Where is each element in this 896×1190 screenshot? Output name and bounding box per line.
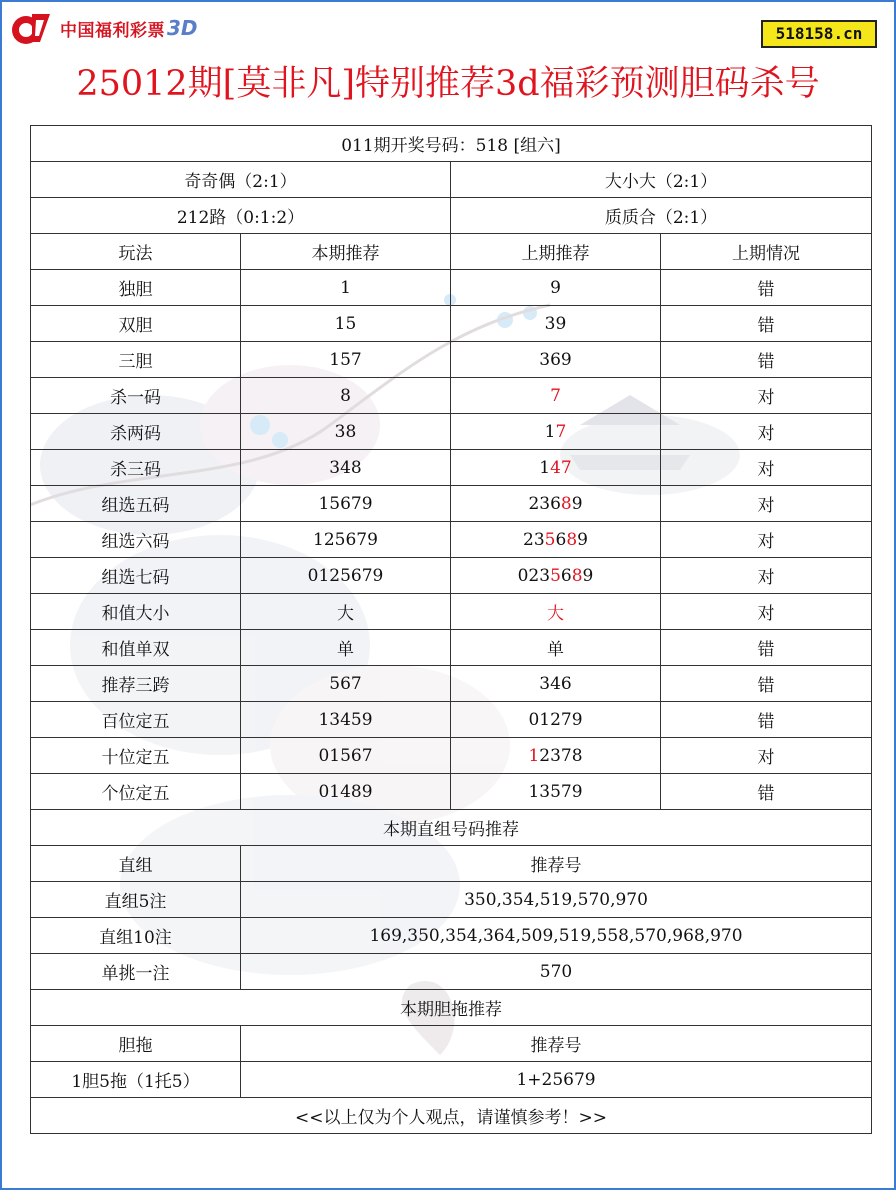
prev-digits: 2378 bbox=[539, 745, 583, 766]
previous-recommendation bbox=[451, 342, 661, 378]
direct-label: 单挑一注 bbox=[31, 954, 241, 990]
prediction-row bbox=[31, 630, 872, 666]
column-header: 上期推荐 bbox=[451, 234, 661, 270]
prediction-row bbox=[31, 522, 872, 558]
current-recommendation: 348 bbox=[241, 450, 451, 486]
previous-recommendation bbox=[451, 702, 661, 738]
prediction-row bbox=[31, 774, 872, 810]
previous-recommendation bbox=[451, 558, 661, 594]
hit-digits: 1 bbox=[528, 745, 540, 766]
prediction-row bbox=[31, 702, 872, 738]
current-recommendation: 157 bbox=[241, 342, 451, 378]
prev-digits: 6 bbox=[560, 565, 572, 586]
column-header: 本期推荐 bbox=[241, 234, 451, 270]
hit-digits: 7 bbox=[550, 385, 561, 406]
hit-digits: 大 bbox=[547, 604, 564, 624]
current-recommendation: 1 bbox=[241, 270, 451, 306]
odd-even-pattern: 奇奇偶（2:1） bbox=[31, 162, 451, 198]
current-recommendation: 15679 bbox=[241, 486, 451, 522]
hit-digits: 5 bbox=[544, 529, 556, 550]
prediction-row bbox=[31, 378, 872, 414]
play-type: 组选六码 bbox=[31, 522, 241, 558]
hit-digits: 8 bbox=[560, 493, 572, 514]
previous-result: 对 bbox=[661, 450, 872, 486]
dantuo-section-title: 本期胆拖推荐 bbox=[31, 990, 872, 1026]
road-pattern: 212路（0:1:2） bbox=[31, 198, 451, 234]
play-type: 双胆 bbox=[31, 306, 241, 342]
site-badge: 518158.cn bbox=[761, 20, 877, 48]
previous-recommendation bbox=[451, 306, 661, 342]
direct-row bbox=[31, 918, 872, 954]
prediction-row bbox=[31, 270, 872, 306]
previous-recommendation bbox=[451, 774, 661, 810]
hit-digits: 47 bbox=[550, 457, 572, 478]
column-header: 胆拖 bbox=[31, 1026, 241, 1062]
play-type: 独胆 bbox=[31, 270, 241, 306]
dantuo-label: 1胆5拖（1托5） bbox=[31, 1062, 241, 1098]
play-type: 和值单双 bbox=[31, 630, 241, 666]
column-header-row bbox=[31, 234, 872, 270]
play-type: 个位定五 bbox=[31, 774, 241, 810]
play-type: 组选五码 bbox=[31, 486, 241, 522]
previous-recommendation bbox=[451, 522, 661, 558]
prediction-row bbox=[31, 486, 872, 522]
current-recommendation: 01567 bbox=[241, 738, 451, 774]
footer-row bbox=[31, 1098, 872, 1134]
direct-label: 直组5注 bbox=[31, 882, 241, 918]
prev-digits: 236 bbox=[528, 493, 561, 514]
previous-recommendation bbox=[451, 378, 661, 414]
prediction-row bbox=[31, 738, 872, 774]
current-recommendation: 567 bbox=[241, 666, 451, 702]
page-title: 25012期[莫非凡]特别推荐3d福彩预测胆码杀号 bbox=[76, 64, 820, 104]
prediction-row bbox=[31, 306, 872, 342]
pattern-row bbox=[31, 162, 872, 198]
hit-digits: 8 bbox=[571, 565, 583, 586]
prev-digits: 9 bbox=[577, 529, 588, 550]
direct-row bbox=[31, 954, 872, 990]
direct-header-row bbox=[31, 846, 872, 882]
current-recommendation: 125679 bbox=[241, 522, 451, 558]
prev-digits: 9 bbox=[582, 565, 594, 586]
lottery-logo-icon bbox=[10, 8, 56, 48]
hit-digits: 8 bbox=[566, 529, 578, 550]
prev-digits: 单 bbox=[547, 640, 564, 660]
previous-result: 错 bbox=[661, 306, 872, 342]
prev-digits: 9 bbox=[571, 493, 583, 514]
prev-digits: 1 bbox=[544, 421, 556, 442]
logo-text: 中国福利彩票 bbox=[60, 20, 165, 41]
play-type: 杀三码 bbox=[31, 450, 241, 486]
previous-recommendation bbox=[451, 414, 661, 450]
column-header: 推荐号 bbox=[241, 846, 872, 882]
draw-result: 011期开奖号码：518 [组六] bbox=[31, 126, 872, 162]
direct-section-title: 本期直组号码推荐 bbox=[31, 810, 872, 846]
prediction-row bbox=[31, 594, 872, 630]
play-type: 和值大小 bbox=[31, 594, 241, 630]
previous-result: 对 bbox=[661, 738, 872, 774]
previous-result: 错 bbox=[661, 342, 872, 378]
dantuo-row bbox=[31, 1062, 872, 1098]
logo-3d: 3D bbox=[167, 16, 198, 40]
direct-label: 直组10注 bbox=[31, 918, 241, 954]
prev-digits: 39 bbox=[544, 313, 567, 334]
current-recommendation: 15 bbox=[241, 306, 451, 342]
direct-numbers: 350,354,519,570,970 bbox=[241, 882, 872, 918]
previous-recommendation bbox=[451, 486, 661, 522]
previous-result: 错 bbox=[661, 270, 872, 306]
hit-digits: 7 bbox=[555, 421, 567, 442]
previous-recommendation bbox=[451, 630, 661, 666]
previous-recommendation bbox=[451, 270, 661, 306]
column-header: 推荐号 bbox=[241, 1026, 872, 1062]
current-recommendation: 01489 bbox=[241, 774, 451, 810]
pattern-row bbox=[31, 198, 872, 234]
prev-digits: 9 bbox=[550, 277, 561, 298]
column-header: 直组 bbox=[31, 846, 241, 882]
current-recommendation: 大 bbox=[241, 594, 451, 630]
direct-numbers: 570 bbox=[241, 954, 872, 990]
direct-row bbox=[31, 882, 872, 918]
play-type: 十位定五 bbox=[31, 738, 241, 774]
prediction-table bbox=[30, 125, 872, 1134]
current-recommendation: 0125679 bbox=[241, 558, 451, 594]
prev-digits: 023 bbox=[517, 565, 551, 586]
previous-result: 对 bbox=[661, 558, 872, 594]
prediction-row bbox=[31, 450, 872, 486]
prediction-row bbox=[31, 414, 872, 450]
prev-digits: 01279 bbox=[528, 709, 583, 730]
dantuo-section-title-row bbox=[31, 990, 872, 1026]
prime-pattern: 质质合（2:1） bbox=[451, 198, 872, 234]
prev-digits: 6 bbox=[555, 529, 567, 550]
prediction-row bbox=[31, 666, 872, 702]
previous-recommendation bbox=[451, 666, 661, 702]
previous-recommendation bbox=[451, 738, 661, 774]
previous-result: 对 bbox=[661, 414, 872, 450]
direct-section-title-row bbox=[31, 810, 872, 846]
direct-numbers: 169,350,354,364,509,519,558,570,968,970 bbox=[241, 918, 872, 954]
previous-recommendation bbox=[451, 594, 661, 630]
dantuo-header-row bbox=[31, 1026, 872, 1062]
current-recommendation: 8 bbox=[241, 378, 451, 414]
previous-result: 错 bbox=[661, 702, 872, 738]
current-recommendation: 单 bbox=[241, 630, 451, 666]
dantuo-numbers: 1+25679 bbox=[241, 1062, 872, 1098]
current-recommendation: 13459 bbox=[241, 702, 451, 738]
prev-digits: 346 bbox=[539, 673, 572, 694]
prediction-row bbox=[31, 342, 872, 378]
previous-result: 对 bbox=[661, 378, 872, 414]
previous-result: 错 bbox=[661, 630, 872, 666]
play-type: 杀两码 bbox=[31, 414, 241, 450]
draw-result-row bbox=[31, 126, 872, 162]
previous-recommendation bbox=[451, 450, 661, 486]
play-type: 百位定五 bbox=[31, 702, 241, 738]
hit-digits: 5 bbox=[550, 565, 561, 586]
prev-digits: 369 bbox=[539, 349, 572, 370]
prev-digits: 1 bbox=[539, 457, 551, 478]
play-type: 三胆 bbox=[31, 342, 241, 378]
lottery-logo bbox=[10, 8, 198, 48]
prev-digits: 23 bbox=[523, 529, 545, 550]
disclaimer: <<以上仅为个人观点，请谨慎参考！>> bbox=[31, 1098, 872, 1134]
column-header: 玩法 bbox=[31, 234, 241, 270]
current-recommendation: 38 bbox=[241, 414, 451, 450]
play-type: 杀一码 bbox=[31, 378, 241, 414]
header bbox=[0, 0, 896, 110]
previous-result: 对 bbox=[661, 594, 872, 630]
prev-digits: 13579 bbox=[528, 781, 583, 802]
play-type: 推荐三跨 bbox=[31, 666, 241, 702]
big-small-pattern: 大小大（2:1） bbox=[451, 162, 872, 198]
prediction-row bbox=[31, 558, 872, 594]
previous-result: 错 bbox=[661, 666, 872, 702]
previous-result: 错 bbox=[661, 774, 872, 810]
play-type: 组选七码 bbox=[31, 558, 241, 594]
column-header: 上期情况 bbox=[661, 234, 872, 270]
previous-result: 对 bbox=[661, 522, 872, 558]
previous-result: 对 bbox=[661, 486, 872, 522]
